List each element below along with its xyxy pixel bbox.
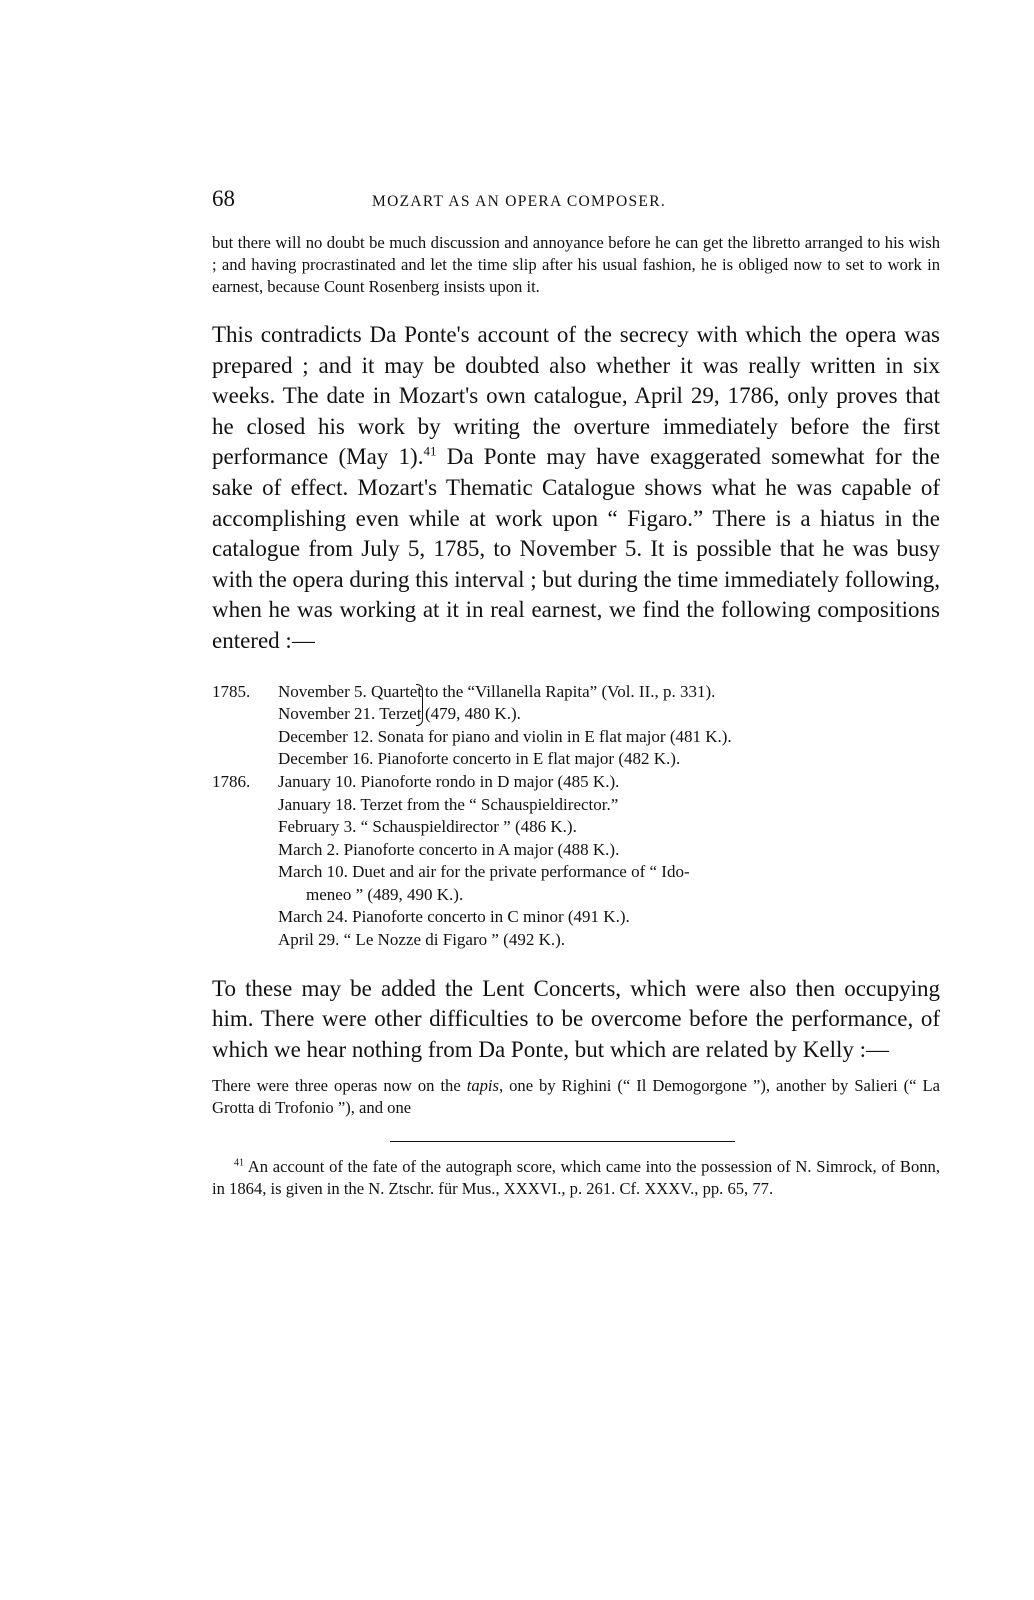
entry-text: Duet and air for the private performance of “ Ido- <box>352 862 690 882</box>
entry-text: “ Schauspieldirector ” (486 K.). <box>360 817 577 837</box>
footnote-text: An account of the fate of the autograph score, which came into the possession of N. Simrock, of Bonn, in 1864, is given in the N. Ztschr. für Mus., XXXVI., p. 261. Cf. XXXV., pp. 65, 77. <box>212 1157 940 1199</box>
entry-text: Pianoforte concerto in C minor (491 K.). <box>352 907 630 927</box>
list-item <box>212 726 940 749</box>
quoted-letter-top: but there will no doubt be much discussion and annoyance before he can get the libretto arranged to his wish ; and having procrastinated and let the time slip after his usual fashion, he is obliged now to set to work in earnest, because Count Rosenberg insists upon it. <box>212 233 940 296</box>
running-title: MOZART AS AN OPERA COMPOSER. <box>372 193 667 210</box>
footnote <box>212 1156 940 1200</box>
brace-line-1: to the “Villanella Rapita” (Vol. II., p. 331). <box>425 681 716 701</box>
list-item <box>212 839 940 862</box>
page-header <box>212 186 940 222</box>
body-paragraph-2: To these may be added the Lent Concerts, which were also then occupying him. There were other difficulties to be overcome before the performance, of which we hear nothing from Da Ponte, but which are related by Kelly :— <box>212 975 940 1062</box>
body-paragraph-1 <box>212 320 940 657</box>
quote-text-continued: , one by Righini (“ Il Demogorgone ”), another by Salieri (“ La Grotta di Trofonio ”), and one <box>212 1076 940 1118</box>
quoted-passage-bottom <box>212 1075 940 1119</box>
entry-date: January 18. <box>278 794 357 814</box>
entry-date: February 3. <box>278 817 357 837</box>
list-item <box>212 794 940 817</box>
footnote-reference: 41 <box>423 443 437 459</box>
quote-italic: tapis <box>466 1076 499 1096</box>
entry-date: December 16. <box>278 749 374 769</box>
paragraph-1-text: This contradicts Da Ponte's account of the secrecy with which the opera was prepared ; and it may be doubted also whether it was really written in six weeks. The date in Mozart's own catalogue, April 29, 1786, only proves that he closed his work by writing the overture immediately before the first performance (May 1). <box>212 322 940 470</box>
right-brace <box>416 684 423 726</box>
book-page <box>212 186 940 1217</box>
entry-date: April 29. <box>278 930 340 950</box>
entry-date: March 2. <box>278 839 340 859</box>
list-item-continuation <box>212 884 940 907</box>
entry-date: January 10. <box>278 771 357 791</box>
list-item <box>212 748 940 771</box>
entry-date: March 24. <box>278 907 348 927</box>
entry-text: “ Le Nozze di Figaro ” (492 K.). <box>343 930 566 950</box>
entry-date: December 12. <box>278 726 374 746</box>
entry-date: March 10. <box>278 862 348 882</box>
entry-text: Pianoforte concerto in A major (488 K.). <box>343 839 620 859</box>
compositions-list <box>212 681 940 952</box>
entry-text: meneo ” (489, 490 K.). <box>306 884 464 904</box>
entry-work: Quartet <box>371 681 422 701</box>
entry-text: Pianoforte rondo in D major (485 K.). <box>360 771 620 791</box>
quote-text: There were three operas now on the <box>212 1076 467 1096</box>
entry-work: Terzet <box>379 704 422 724</box>
brace-line-2: (479, 480 K.). <box>425 704 521 724</box>
entry-date: November 21. <box>278 704 376 724</box>
page-number: 68 <box>212 186 235 211</box>
footnote-marker: 41 <box>234 1157 244 1169</box>
list-item <box>212 929 940 952</box>
paragraph-1-continuation: Da Ponte may have exaggerated somewhat for the sake of effect. Mozart's Thematic Catalogue shows what he was capable of accomplishing even while at work upon “ Figaro.” There is a hiatus in the catalogue from July 5, 1785, to November 5. It is possible that he was busy with the opera during this interval ; but during the time immediately following, when he was working at it in real earnest, we find the following compositions entered :— <box>212 444 940 653</box>
list-item <box>212 906 940 929</box>
list-item <box>212 861 940 884</box>
entry-text: Terzet from the “ Schauspieldirector.” <box>360 794 619 814</box>
footnote-divider <box>390 1141 735 1142</box>
entry-text: Pianoforte concerto in E flat major (482 K.). <box>377 749 681 769</box>
entry-date: November 5. <box>278 681 367 701</box>
year-label: 1785. <box>212 681 251 701</box>
list-item <box>212 816 940 839</box>
brace-group <box>212 681 940 726</box>
brace-annotation <box>425 681 715 726</box>
list-item <box>212 771 940 794</box>
year-label: 1786. <box>212 771 251 791</box>
entry-text: Sonata for piano and violin in E flat major (481 K.). <box>377 726 732 746</box>
